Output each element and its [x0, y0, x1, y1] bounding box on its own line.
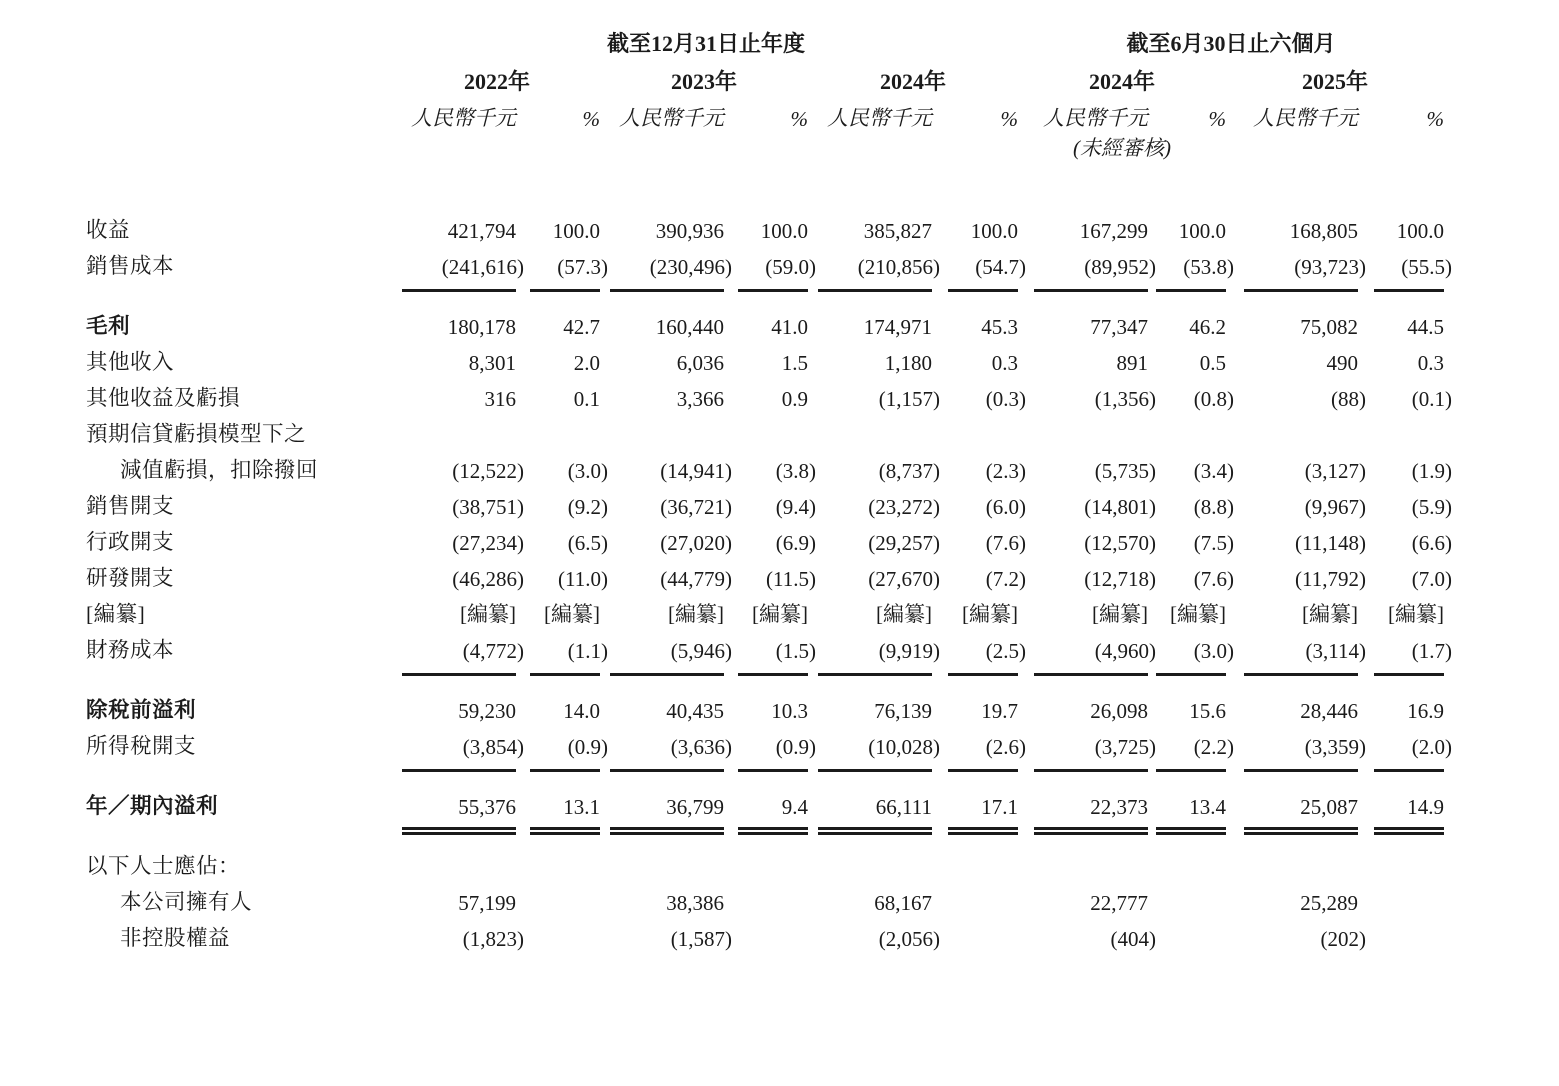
percent-cell: [1148, 844, 1226, 880]
unit-header: 人民幣千元: [1253, 106, 1359, 130]
percent-cell: [516, 880, 600, 916]
percent-cell: 14.0: [563, 699, 600, 723]
amount-cell: 316: [484, 387, 516, 411]
percent-cell: (2.6): [932, 724, 1018, 760]
amount-cell: [1018, 412, 1148, 448]
table-row: [86, 556, 1444, 592]
percent-cell: (11.5): [766, 567, 816, 591]
amount-cell: 891: [1116, 351, 1149, 375]
percent-cell: 14.9: [1358, 784, 1444, 820]
percent-cell: 100.0: [552, 219, 600, 243]
pct-header: %: [1208, 107, 1227, 131]
amount-cell: [394, 412, 516, 448]
spacer-row: [86, 820, 1444, 844]
percent-cell: (2.0): [1358, 724, 1444, 760]
document-page: [0, 10, 1559, 1086]
amount-cell: [808, 412, 932, 448]
percent-cell: (2.2): [1148, 724, 1226, 760]
amount-cell: [808, 844, 932, 880]
pct-header: %: [1000, 107, 1019, 131]
percent-cell: (3.0): [1148, 628, 1226, 664]
percent-cell: (6.9): [775, 531, 816, 555]
unaudited-note-row: [86, 132, 1444, 208]
percent-cell: (53.8): [1148, 244, 1226, 280]
amount-cell: 168,805: [1289, 219, 1359, 243]
row-label: 所得稅開支: [86, 734, 197, 758]
corner-blank: [86, 58, 394, 96]
percent-cell: (6.0): [985, 495, 1027, 519]
amount-cell: (11,792): [1295, 567, 1367, 591]
amount-cell: (1,587): [670, 927, 732, 951]
amount-cell: 1,180: [884, 351, 932, 375]
amount-cell: (14,801): [1084, 495, 1157, 519]
amount-cell: (27,020): [660, 531, 732, 555]
spacer-row: [86, 664, 1444, 688]
amount-cell: [編纂]: [876, 602, 932, 626]
pct-header: %: [790, 107, 808, 131]
amount-cell: 160,440: [655, 315, 724, 339]
row-label: 除稅前溢利: [86, 698, 197, 722]
percent-cell: [724, 916, 808, 952]
corner-blank: [86, 96, 394, 132]
percent-cell: 1.5: [781, 351, 808, 375]
percent-cell: (11.0): [558, 567, 608, 591]
percent-cell: [932, 412, 1018, 448]
amount-cell: [600, 844, 724, 880]
percent-cell: [編纂]: [752, 602, 808, 626]
percent-cell: (9.2): [567, 495, 608, 519]
amount-cell: (12,718): [1084, 567, 1157, 591]
percent-cell: (59.0): [724, 244, 808, 280]
amount-cell: [394, 844, 516, 880]
percent-cell: 0.3: [991, 351, 1019, 375]
percent-cell: (7.5): [1193, 531, 1235, 555]
amount-cell: [編纂]: [668, 602, 724, 626]
percent-cell: (0.8): [1193, 387, 1235, 411]
percent-cell: 2.0: [573, 351, 600, 375]
percent-cell: 100.0: [1178, 219, 1227, 243]
amount-cell: 8,301: [468, 351, 516, 375]
amount-cell: 36,799: [600, 784, 724, 820]
amount-cell: 77,347: [1090, 315, 1149, 339]
period-title-annual: 截至12月31日止年度: [607, 31, 806, 56]
amount-cell: (241,616): [394, 244, 516, 280]
amount-cell: (44,779): [660, 567, 732, 591]
table-row: [86, 688, 1444, 724]
amount-cell: 55,376: [394, 784, 516, 820]
percent-cell: (2.3): [985, 459, 1027, 483]
amount-cell: (1,157): [878, 387, 940, 411]
pct-header: %: [582, 107, 600, 131]
note-blank: [86, 132, 1018, 208]
percent-cell: (9.4): [775, 495, 816, 519]
table-row: [86, 916, 1444, 952]
row-label: 銷售成本: [86, 254, 175, 278]
amount-cell: (27,234): [452, 531, 524, 555]
percent-cell: 100.0: [1396, 219, 1445, 243]
percent-cell: (6.6): [1411, 531, 1453, 555]
amount-cell: 25,087: [1226, 784, 1358, 820]
amount-cell: (12,570): [1084, 531, 1157, 555]
percent-cell: [516, 412, 600, 448]
percent-cell: 0.9: [781, 387, 808, 411]
amount-cell: (9,967): [1304, 495, 1367, 519]
amount-cell: [編纂]: [1092, 602, 1149, 626]
amount-cell: (5,946): [600, 628, 724, 664]
row-label: 銷售開支: [86, 494, 175, 518]
percent-cell: (3.0): [567, 459, 608, 483]
row-label: 以下人士應佔：: [86, 854, 241, 878]
year-header-2025: 2025年: [1302, 69, 1369, 94]
amount-cell: 68,167: [874, 891, 932, 915]
percent-cell: 45.3: [981, 315, 1019, 339]
amount-cell: 167,299: [1079, 219, 1149, 243]
amount-cell: 22,373: [1018, 784, 1148, 820]
percent-cell: 0.5: [1199, 351, 1227, 375]
amount-cell: 40,435: [666, 699, 724, 723]
percent-cell: (7.6): [985, 531, 1027, 555]
amount-cell: 66,111: [808, 784, 932, 820]
amount-cell: 385,827: [863, 219, 932, 243]
amount-cell: 57,199: [458, 891, 516, 915]
amount-cell: 6,036: [676, 351, 724, 375]
amount-cell: (14,941): [660, 459, 732, 483]
amount-cell: (93,723): [1226, 244, 1358, 280]
percent-cell: [724, 844, 808, 880]
amount-cell: (3,854): [394, 724, 516, 760]
unit-header: 人民幣千元: [411, 106, 516, 130]
amount-cell: [600, 412, 724, 448]
percent-cell: [編纂]: [962, 602, 1019, 626]
amount-cell: 174,971: [863, 315, 932, 339]
percent-cell: 41.0: [771, 315, 808, 339]
row-label: 收益: [86, 218, 131, 242]
amount-cell: (210,856): [808, 244, 932, 280]
amount-cell: (202): [1320, 927, 1367, 951]
table-row: [86, 592, 1444, 628]
percent-cell: [1358, 412, 1444, 448]
percent-cell: (8.8): [1193, 495, 1235, 519]
table-row: [86, 628, 1444, 664]
table-header: [86, 10, 1444, 208]
spacer-row: [86, 280, 1444, 304]
amount-cell: 38,386: [666, 891, 724, 915]
table-row: [86, 304, 1444, 340]
amount-cell: 59,230: [458, 699, 516, 723]
table-row: [86, 484, 1444, 520]
amount-cell: (2,056): [878, 927, 940, 951]
amount-cell: (3,359): [1226, 724, 1358, 760]
amount-cell: 25,289: [1300, 891, 1359, 915]
percent-cell: [724, 412, 808, 448]
percent-cell: 13.1: [516, 784, 600, 820]
percent-cell: (6.5): [567, 531, 608, 555]
amount-cell: (46,286): [452, 567, 524, 591]
unaudited-note: (未經審核): [1073, 136, 1172, 160]
row-label: 其他收入: [86, 350, 175, 374]
amount-cell: 490: [1326, 351, 1359, 375]
percent-cell: (7.6): [1193, 567, 1235, 591]
percent-cell: (2.5): [932, 628, 1018, 664]
percent-cell: 13.4: [1148, 784, 1226, 820]
unit-header: 人民幣千元: [619, 106, 724, 130]
unit-header: 人民幣千元: [1043, 106, 1149, 130]
amount-cell: (36,721): [660, 495, 732, 519]
percent-cell: [1358, 844, 1444, 880]
pct-header: %: [1426, 107, 1445, 131]
percent-cell: (1.9): [1411, 459, 1453, 483]
percent-cell: [1358, 880, 1444, 916]
percent-cell: [516, 844, 600, 880]
amount-cell: (27,670): [868, 567, 940, 591]
amount-cell: (4,960): [1018, 628, 1148, 664]
percent-cell: 10.3: [771, 699, 808, 723]
row-label: 非控股權益: [120, 926, 231, 950]
amount-cell: [1226, 844, 1358, 880]
year-header-2024-interim: 2024年: [1089, 69, 1156, 94]
amount-cell: (1,356): [1094, 387, 1157, 411]
percent-cell: (3.4): [1193, 459, 1235, 483]
amount-cell: 28,446: [1300, 699, 1359, 723]
amount-cell: (12,522): [452, 459, 524, 483]
amount-cell: (3,114): [1226, 628, 1358, 664]
percent-cell: 15.6: [1189, 699, 1227, 723]
table-row: [86, 340, 1444, 376]
percent-cell: (0.3): [985, 387, 1027, 411]
amount-cell: (89,952): [1018, 244, 1148, 280]
amount-cell: 76,139: [874, 699, 932, 723]
unit-header-row: [86, 96, 1444, 132]
amount-cell: (4,772): [394, 628, 516, 664]
table-row: [86, 784, 1444, 820]
amount-cell: (23,272): [868, 495, 940, 519]
amount-cell: 3,366: [676, 387, 724, 411]
period-title-interim: 截至6月30日止六個月: [1126, 31, 1336, 56]
amount-cell: (1,823): [462, 927, 524, 951]
table-row: [86, 880, 1444, 916]
amount-cell: 22,777: [1090, 891, 1149, 915]
percent-cell: [1148, 880, 1226, 916]
percent-cell: (1.7): [1358, 628, 1444, 664]
row-label: 行政開支: [86, 530, 175, 554]
row-label: 預期信貸虧損模型下之: [86, 422, 307, 446]
percent-cell: (1.1): [516, 628, 600, 664]
year-header-2024: 2024年: [880, 69, 947, 94]
amount-cell: 390,936: [655, 219, 724, 243]
amount-cell: [編纂]: [1302, 602, 1359, 626]
table-row: [86, 412, 1444, 448]
amount-cell: (230,496): [600, 244, 724, 280]
table-body: [86, 208, 1453, 952]
percent-cell: 17.1: [932, 784, 1018, 820]
percent-cell: 0.3: [1417, 351, 1445, 375]
amount-cell: [1226, 412, 1358, 448]
amount-cell: [編纂]: [460, 602, 516, 626]
row-label: 財務成本: [86, 638, 175, 662]
percent-cell: (55.5): [1358, 244, 1444, 280]
year-header-row: [86, 58, 1444, 96]
amount-cell: 75,082: [1300, 315, 1359, 339]
amount-cell: (3,127): [1304, 459, 1367, 483]
year-header-2023: 2023年: [670, 69, 737, 94]
percent-cell: 19.7: [981, 699, 1019, 723]
percent-cell: (0.1): [1411, 387, 1453, 411]
percent-cell: (1.5): [724, 628, 808, 664]
amount-cell: (10,028): [808, 724, 932, 760]
table-row: [86, 244, 1444, 280]
amount-cell: (3,725): [1018, 724, 1148, 760]
amount-cell: [1018, 844, 1148, 880]
row-label: [編纂]: [86, 602, 146, 626]
amount-cell: (8,737): [878, 459, 940, 483]
table-row: [86, 724, 1444, 760]
amount-cell: (11,148): [1295, 531, 1367, 555]
percent-cell: (57.3): [516, 244, 600, 280]
percent-cell: (7.0): [1411, 567, 1453, 591]
amount-cell: (404): [1110, 927, 1157, 951]
table-row: [86, 208, 1444, 244]
amount-cell: (29,257): [868, 531, 940, 555]
percent-cell: [1358, 916, 1444, 952]
percent-cell: (54.7): [932, 244, 1018, 280]
amount-cell: (38,751): [452, 495, 524, 519]
percent-cell: (0.9): [724, 724, 808, 760]
table-row: [86, 844, 1444, 880]
period-title-row: [86, 10, 1444, 58]
spacer-row: [86, 760, 1444, 784]
row-label: 年／期內溢利: [86, 794, 219, 818]
percent-cell: [932, 880, 1018, 916]
percent-cell: (5.9): [1411, 495, 1453, 519]
percent-cell: [編纂]: [544, 602, 600, 626]
corner-blank: [86, 10, 394, 58]
percent-cell: 100.0: [760, 219, 808, 243]
percent-cell: 44.5: [1407, 315, 1445, 339]
amount-cell: (5,735): [1094, 459, 1157, 483]
year-header-2022: 2022年: [463, 69, 530, 94]
row-label: 研發開支: [86, 566, 175, 590]
note-blank: [1226, 132, 1444, 208]
amount-cell: 26,098: [1090, 699, 1149, 723]
financial-summary-table: [86, 10, 1453, 952]
percent-cell: [516, 916, 600, 952]
percent-cell: [724, 880, 808, 916]
percent-cell: (3.8): [775, 459, 816, 483]
percent-cell: (7.2): [985, 567, 1027, 591]
row-label: 本公司擁有人: [120, 890, 253, 914]
table-row: [86, 448, 1444, 484]
percent-cell: 0.1: [573, 387, 600, 411]
percent-cell: 9.4: [724, 784, 808, 820]
percent-cell: (0.9): [516, 724, 600, 760]
percent-cell: [編纂]: [1388, 602, 1445, 626]
amount-cell: (3,636): [600, 724, 724, 760]
amount-cell: (88): [1331, 387, 1367, 411]
amount-cell: 180,178: [447, 315, 516, 339]
row-label: 減值虧損，扣除撥回: [120, 458, 319, 482]
percent-cell: 42.7: [563, 315, 600, 339]
amount-cell: (9,919): [808, 628, 932, 664]
percent-cell: 100.0: [970, 219, 1019, 243]
percent-cell: [編纂]: [1170, 602, 1227, 626]
table-row: [86, 520, 1444, 556]
percent-cell: [1148, 412, 1226, 448]
table-row: [86, 376, 1444, 412]
unit-header: 人民幣千元: [827, 106, 932, 130]
percent-cell: [1148, 916, 1226, 952]
row-label: 其他收益及虧損: [86, 386, 241, 410]
row-label: 毛利: [86, 314, 131, 338]
percent-cell: [932, 844, 1018, 880]
percent-cell: 16.9: [1407, 699, 1445, 723]
percent-cell: 46.2: [1189, 315, 1227, 339]
percent-cell: [932, 916, 1018, 952]
amount-cell: 421,794: [447, 219, 516, 243]
